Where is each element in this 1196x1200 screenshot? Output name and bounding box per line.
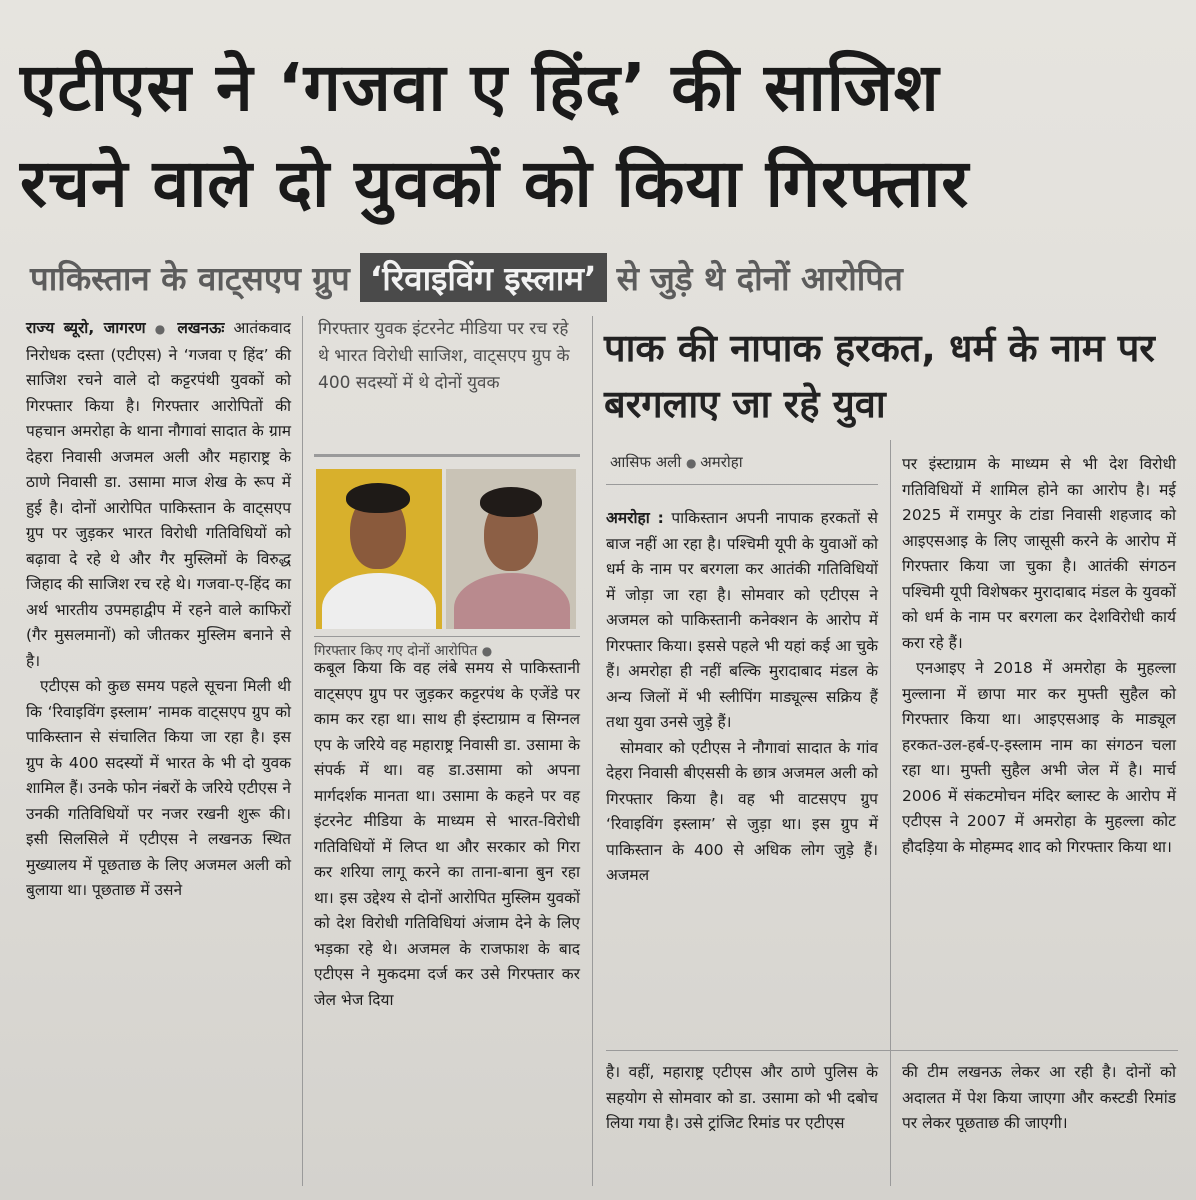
story1-location: लखनऊः: [177, 319, 225, 337]
story2-column-3-bottom: है। वहीं, महाराष्ट्र एटीएस और ठाणे पुलिस के सहयोग से सोमवार को डा. उसामा को भी दबोच लिया गया है। उसे ट्रांजिट रिमांड पर एटीएस: [606, 1063, 878, 1132]
story1-paragraph-1: आतंकवाद निरोधक दस्ता (एटीएस) ने ‘गजवा ए हिंद’ की साजिश रचने वाले दो कट्टरपंथी युवकों को गिरफ्तार किया है। गिरफ्तार आरोपितों की पहचान अमरोहा के थाना नौगावां सादात के ग्राम देहरा निवासी अजमल अली और महाराष्ट्र के ठाणे निवासी डा. उसामा माज शेख के रूप में हुई है। दोनों आरोपित पाकिस्तान के वाट्सएप ग्रुप पर जुड़कर भारत विरोधी गतिविधियों को बढ़ावा दे रहे थे और गैर मुस्लिमों के विरुद्ध जिहाद की साजिश रच रहे थे। गजवा-ए-हिंद का अर्थ भारतीय उपमहाद्वीप में रहने वाले काफिरों (गैर मुसलमानों) को जीतकर मुस्लिम बनाने से है।: [26, 319, 291, 670]
column-divider: [592, 316, 593, 1186]
photo-accused-usama: [446, 469, 576, 629]
photo-accused-ajmal: [316, 469, 442, 629]
main-headline: [20, 40, 1180, 232]
photo-caption-text: गिरफ्तार किए गए दोनों आरोपित: [314, 643, 478, 659]
story2-dateline: अमरोहा :: [606, 509, 664, 527]
subhead-after: से जुड़े थे दोनों आरोपित: [616, 258, 903, 298]
subhead-before: पाकिस्तान के वाट्सएप ग्रुप: [30, 258, 350, 298]
column-divider: [302, 316, 303, 1186]
story1-column-1: [26, 316, 291, 904]
story2-paragraph-4: एनआइए ने 2018 में अमरोहा के मुहल्ला मुल्लाना में छापा मार कर मुफ्ती सुहैल को गिरफ्तार किया था। आइएसआइ के माड्यूल हरकत-उल-हर्ब-ए-इस्लाम नाम का संगठन चला रहा था। मुफ्ती सुहैल अभी जेल में है। मार्च 2006 में संकटमोचन मंदिर ब्लास्ट के आरोप में एटीएस ने 2007 में अमरोहा के मुहल्ला कोट हौदड़िया के मोहम्मद शाद को गिरफ्तार किया था।: [902, 659, 1176, 856]
story1-byline: राज्य ब्यूरो, जागरण: [26, 319, 146, 337]
story2-headline: पाक की नापाक हरकत, धर्म के नाम पर बरगलाए जा रहे युवा: [604, 326, 1155, 426]
story1-deck: गिरफ्तार युवक इंटरनेट मीडिया पर रच रहे थे भारत विरोधी साजिश, वाट्सएप ग्रुप के 400 सदस्यों में थे दोनों युवक: [318, 319, 570, 393]
story2-paragraph-3: पर इंस्टाग्राम के माध्यम से भी देश विरोधी गतिविधियों में शामिल होने का आरोप है। मई 2025 में रामपुर के टांडा निवासी शहजाद को आइएसआइ के लिए जासूसी करने के आरोप में गिरफ्तार किया जा चुका है। आतंकी संगठन पश्चिमी यूपी विशेषकर मुरादाबाद मंडल के युवकों को धर्म के नाम पर बरगला कर देशविरोधी कार्य करा रहे हैं।: [902, 455, 1176, 652]
bullet-icon: ●: [154, 322, 178, 336]
story2-byline: [610, 452, 743, 472]
headline-line-2: रचने वाले दो युवकों को किया गिरफ्तार: [20, 145, 970, 222]
headline-line-1: एटीएस ने ‘गजवा ए हिंद’ की साजिश: [20, 49, 940, 126]
section-rule: [606, 1050, 1178, 1051]
story2-column-4-bottom: की टीम लखनऊ लेकर आ रही है। दोनों को अदालत में पेश किया जाएगा और कस्टडी रिमांड पर लेकर पूछताछ की जाएगी।: [902, 1063, 1176, 1132]
column-divider: [890, 440, 891, 1186]
story2-paragraph-2: सोमवार को एटीएस ने नौगावां सादात के गांव देहरा निवासी बीएससी के छात्र अजमल अली को गिरफ्तार किया है। वह भी वाटसएप ग्रुप ‘रिवाइविंग इस्लाम’ से जुड़ा था। इस ग्रुप में पाकिस्तान के 400 से अधिक लोग जुड़े हैं। अजमल: [606, 738, 878, 884]
story2-paragraph-1: पाकिस्तान अपनी नापाक हरकतों से बाज नहीं आ रहा है। पश्चिमी यूपी के युवाओं को धर्म के नाम पर बरगला कर आतंकी गतिविधियों में जोड़ा जा रहा है। सोमवार को एटीएस ने अजमल को पाकिस्तानी कनेक्शन के आरोप में गिरफ्तार किया। इससे पहले भी यहां कई आ चुके हैं। अमरोहा ही नहीं बल्कि मुरादाबाद मंडल के अन्य जिलों में भी स्लीपिंग माड्यूल्स सक्रिय हैं तथा युवा उनसे जुड़े हैं।: [606, 509, 878, 731]
story2-column-3: [606, 506, 878, 889]
story2-location: अमरोहा: [700, 453, 743, 471]
byline-rule: [606, 484, 878, 485]
bullet-icon: ●: [686, 456, 701, 470]
story1-column-2: कबूल किया कि वह लंबे समय से पाकिस्तानी वाट्सएप ग्रुप पर जुड़कर कट्टरपंथ के एजेंडे पर काम कर रहा था। साथ ही इंस्टाग्राम व सिग्नल एप के जरिये वह महाराष्ट्र निवासी डा. उसामा के संपर्क में था। वह डा.उसामा को अपना मार्गदर्शक मानता था। उसामा के कहने पर वह इंटरनेट मीडिया के माध्यम से भारत-विरोधी गतिविधियों में लिप्त था और सरकार को गिरा कर शरिया लागू करने का ताना-बाना बुन रहा था। इस उद्देश्य से दोनों आरोपित मुस्लिम युवकों को देश विरोधी गतिविधियां अंजाम देने के लिए भड़का रहे थे। अजमल के राजफाश के बाद एटीएस ने मुकदमा दर्ज कर उसे गिरफ्तार कर जेल भेज दिया: [314, 659, 580, 1009]
story2-author: आसिफ अली: [610, 453, 682, 471]
subheadline: [30, 254, 903, 300]
subhead-highlight: ‘रिवाइविंग इस्लाम’: [360, 253, 607, 302]
bullet-icon: ●: [481, 644, 493, 658]
photo-block: [314, 454, 580, 630]
story1-paragraph-2: एटीएस को कुछ समय पहले सूचना मिली थी कि ‘रिवाइविंग इस्लाम’ नामक वाट्सएप ग्रुप को पाकिस्तान से संचालित किया जा रहा है। इस ग्रुप के 400 सदस्यों में भारत के भी दो युवक शामिल हैं। उनके फोन नंबरों के जरिये एटीएस ने उनकी गतिविधियों पर नजर रखनी शुरू की। इसी सिलसिले में एटीएस ने लखनऊ स्थित मुख्यालय में पूछताछ के लिए अजमल अली को बुलाया था। पूछताछ में उसने: [26, 677, 291, 899]
story2-column-4: [902, 452, 1176, 860]
